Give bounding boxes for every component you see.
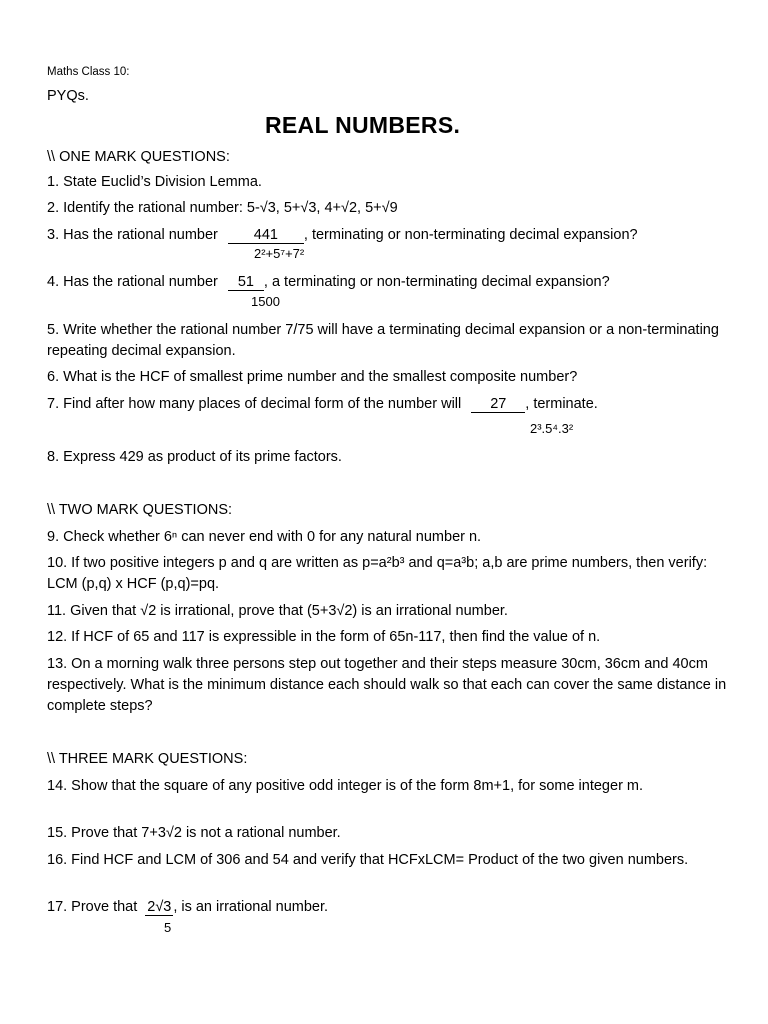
question-17-denominator: 5 bbox=[164, 920, 172, 935]
question-3 bbox=[47, 225, 638, 246]
question-12: 12. If HCF of 65 and 117 is expressible in the form of 65n-117, then find the value of n. bbox=[47, 629, 601, 645]
question-13: 13. On a morning walk three persons step out together and their steps measure 30cm, 36cm and 40cm respectively. What is the minimum distance each should walk so that each can cover the same distance in complete steps? bbox=[47, 656, 727, 714]
question-17-numerator: 2√3 bbox=[147, 899, 172, 915]
question-7-denominator: 2³.5⁴.3² bbox=[530, 421, 574, 436]
question-3-numerator: 441 bbox=[228, 227, 304, 244]
question-11: 11. Given that √2 is irrational, prove that (5+3√2) is an irrational number. bbox=[47, 603, 508, 619]
question-8: 8. Express 429 as product of its prime factors. bbox=[47, 449, 342, 465]
question-4-text-end: , a terminating or non-terminating decimal expansion? bbox=[263, 274, 610, 290]
question-4 bbox=[47, 272, 610, 293]
section-two-mark-heading: \\ TWO MARK QUESTIONS: bbox=[47, 502, 233, 518]
question-3-denominator: 2²+5⁷+7² bbox=[254, 246, 305, 261]
question-7 bbox=[47, 394, 598, 415]
question-10: 10. If two positive integers p and q are written as p=a²b³ and q=a³b; a,b are prime numbers, then verify: LCM (p,q) x HCF (p,q)=pq. bbox=[47, 555, 708, 592]
question-17-text-end: , is an irrational number. bbox=[173, 899, 329, 915]
question-1: 1. State Euclid’s Division Lemma. bbox=[47, 174, 262, 190]
question-4-numerator: 51 bbox=[228, 274, 264, 291]
section-three-mark-heading: \\ THREE MARK QUESTIONS: bbox=[47, 751, 248, 767]
question-7-text-end: , terminate. bbox=[525, 396, 598, 412]
question-3-text-end: , terminating or non-terminating decimal expansion? bbox=[303, 227, 638, 243]
page-title: REAL NUMBERS. bbox=[265, 112, 461, 138]
question-17-text: 17. Prove that bbox=[47, 899, 138, 915]
question-15: 15. Prove that 7+3√2 is not a rational number. bbox=[47, 825, 341, 841]
section-one-mark-heading: \\ ONE MARK QUESTIONS: bbox=[47, 149, 230, 165]
pyqs-label: PYQs. bbox=[47, 88, 89, 104]
question-16: 16. Find HCF and LCM of 306 and 54 and verify that HCFxLCM= Product of the two given numbers. bbox=[47, 852, 689, 868]
question-4-denominator: 1500 bbox=[251, 294, 280, 309]
course-label: Maths Class 10: bbox=[47, 66, 130, 78]
question-7-numerator: 27 bbox=[471, 396, 525, 413]
question-3-text: 3. Has the rational number bbox=[47, 227, 218, 243]
question-5: 5. Write whether the rational number 7/75 will have a terminating decimal expansion or a non-terminating repeating decimal expansion. bbox=[47, 322, 719, 359]
question-2: 2. Identify the rational number: 5-√3, 5+√3, 4+√2, 5+√9 bbox=[47, 200, 398, 216]
question-9: 9. Check whether 6ⁿ can never end with 0 for any natural number n. bbox=[47, 529, 482, 545]
question-17 bbox=[47, 897, 328, 918]
question-4-text: 4. Has the rational number bbox=[47, 274, 218, 290]
question-6: 6. What is the HCF of smallest prime number and the smallest composite number? bbox=[47, 369, 578, 385]
question-7-text: 7. Find after how many places of decimal form of the number will bbox=[47, 396, 462, 412]
question-14: 14. Show that the square of any positive odd integer is of the form 8m+1, for some integer m. bbox=[47, 778, 644, 794]
